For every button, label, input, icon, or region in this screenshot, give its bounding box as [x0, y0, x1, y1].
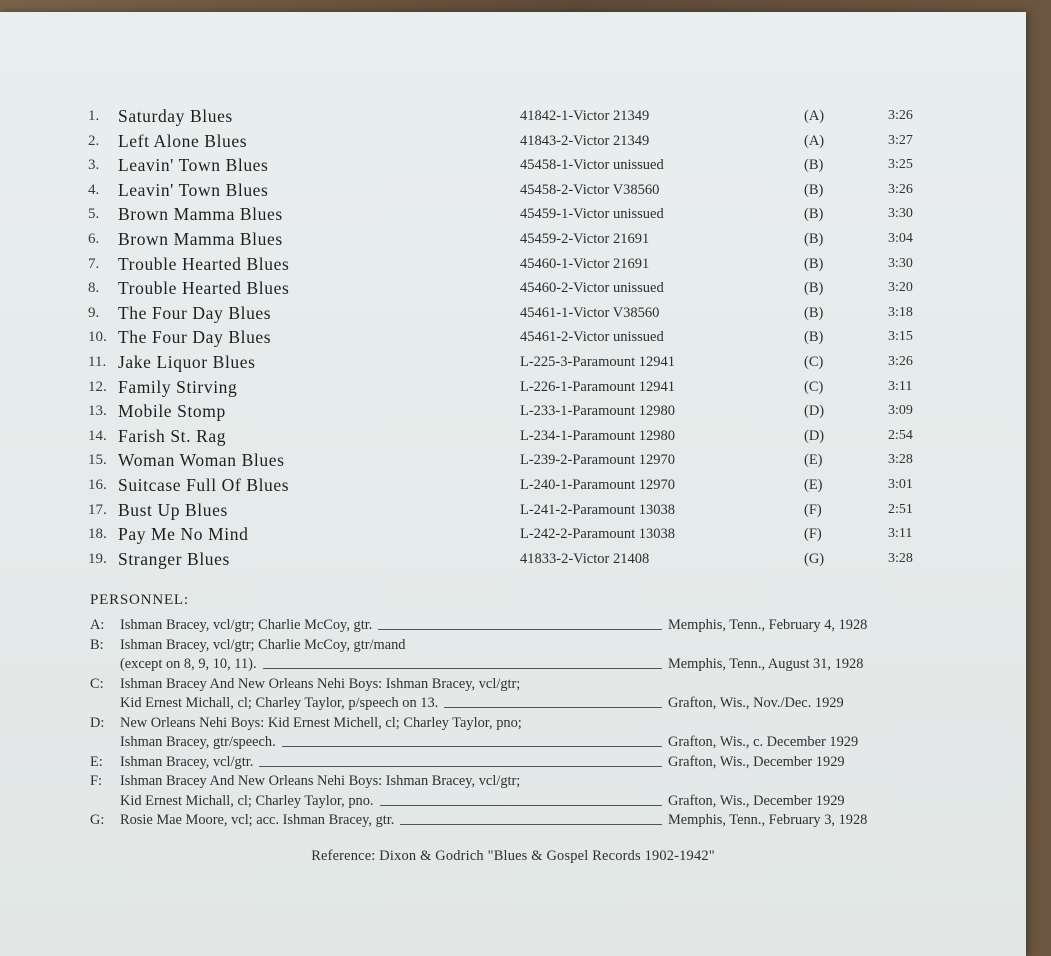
track-title: Brown Mamma Blues	[118, 204, 283, 225]
leader-rule	[378, 629, 662, 630]
track-duration: 3:28	[888, 452, 913, 468]
personnel-text: New Orleans Nehi Boys: Kid Ernest Michell, cl; Charley Taylor, pno;	[120, 714, 522, 731]
track-row	[88, 522, 928, 547]
track-duration: 3:15	[888, 329, 913, 345]
track-duration: 3:27	[888, 132, 913, 148]
track-matrix: 45459-1-Victor unissued	[520, 206, 664, 223]
session-letter: A:	[90, 617, 105, 633]
personnel-entry	[90, 772, 930, 811]
track-session: (E)	[804, 476, 823, 493]
track-session: (B)	[804, 255, 824, 272]
track-title: Farish St. Rag	[118, 425, 227, 446]
track-matrix: 45461-2-Victor unissued	[520, 329, 664, 346]
track-matrix: 45459-2-Victor 21691	[520, 230, 650, 247]
track-matrix: L-240-1-Paramount 12970	[520, 476, 676, 493]
session-letter: C:	[90, 675, 104, 692]
track-number: 3.	[88, 157, 100, 174]
personnel-line	[90, 655, 930, 675]
personnel-entry	[90, 675, 930, 714]
track-session: (B)	[804, 304, 824, 321]
track-matrix: 45458-2-Victor V38560	[520, 181, 660, 198]
session-location-date: Grafton, Wis., December 1929	[668, 753, 845, 770]
session-location-date: Grafton, Wis., c. December 1929	[668, 734, 859, 750]
track-duration: 3:20	[888, 280, 913, 296]
track-number: 13.	[88, 403, 107, 420]
personnel-line	[90, 753, 930, 773]
track-row	[88, 375, 928, 400]
track-title: Brown Mamma Blues	[118, 228, 283, 249]
track-session: (C)	[804, 378, 824, 395]
track-row	[88, 547, 928, 572]
track-title: Leavin' Town Blues	[118, 155, 269, 176]
track-title: Bust Up Blues	[118, 499, 228, 520]
track-duration: 3:30	[888, 206, 913, 222]
leader-rule	[444, 707, 662, 708]
personnel-line	[90, 811, 930, 831]
track-row	[88, 350, 928, 375]
track-row	[88, 178, 928, 203]
personnel-text: Ishman Bracey And New Orleans Nehi Boys: Ishman Bracey, vcl/gtr;	[120, 675, 521, 692]
personnel-text: Rosie Mae Moore, vcl; acc. Ishman Bracey, gtr.	[120, 812, 395, 828]
personnel-text: Ishman Bracey, gtr/speech.	[120, 734, 276, 750]
track-matrix: L-233-1-Paramount 12980	[520, 403, 676, 420]
track-row	[88, 227, 928, 252]
track-title: Suitcase Full Of Blues	[118, 474, 290, 495]
track-session: (G)	[804, 550, 825, 567]
track-duration: 3:26	[888, 353, 913, 369]
track-matrix: L-242-2-Paramount 13038	[520, 526, 676, 543]
track-title: Left Alone Blues	[118, 130, 248, 151]
track-session: (F)	[804, 526, 822, 543]
track-matrix: 45460-2-Victor unissued	[520, 280, 664, 297]
track-title: Leavin' Town Blues	[118, 179, 269, 200]
track-number: 7.	[88, 255, 100, 272]
session-location-date: Grafton, Wis., December 1929	[668, 792, 845, 809]
personnel-text: Kid Ernest Michall, cl; Charley Taylor, pno.	[120, 792, 374, 809]
track-session: (B)	[804, 206, 824, 223]
track-row	[88, 104, 928, 129]
track-matrix: L-234-1-Paramount 12980	[520, 427, 676, 444]
track-session: (B)	[804, 280, 824, 297]
session-letter: G:	[90, 812, 105, 828]
track-number: 17.	[88, 501, 107, 518]
personnel-text: (except on 8, 9, 10, 11).	[120, 656, 257, 672]
track-number: 5.	[88, 206, 100, 223]
leader-rule	[263, 668, 662, 669]
personnel-text: Ishman Bracey, vcl/gtr; Charlie McCoy, gtr.	[120, 617, 373, 633]
track-session: (B)	[804, 230, 824, 247]
personnel-text: Kid Ernest Michall, cl; Charley Taylor, p/speech on 13.	[120, 695, 439, 711]
track-title: Jake Liquor Blues	[118, 351, 256, 372]
leader-rule	[400, 824, 662, 825]
session-location-date: Grafton, Wis., Nov./Dec. 1929	[668, 695, 844, 711]
track-number: 9.	[88, 304, 100, 321]
personnel-entry	[90, 616, 930, 636]
track-row	[88, 276, 928, 301]
track-row	[88, 301, 928, 326]
personnel-line	[90, 636, 930, 656]
track-matrix: L-241-2-Paramount 13038	[520, 501, 676, 518]
personnel-line	[90, 733, 930, 753]
personnel-text: Ishman Bracey, vcl/gtr; Charlie McCoy, gtr/mand	[120, 636, 406, 653]
track-session: (B)	[804, 181, 824, 198]
track-number: 11.	[88, 353, 107, 370]
track-matrix: 45461-1-Victor V38560	[520, 304, 660, 321]
track-title: Trouble Hearted Blues	[118, 278, 290, 299]
track-row	[88, 498, 928, 523]
track-row	[88, 129, 928, 154]
track-session: (A)	[804, 108, 825, 124]
track-title: The Four Day Blues	[118, 327, 272, 348]
session-letter: D:	[90, 714, 105, 731]
track-duration: 3:30	[888, 255, 913, 271]
track-number: 6.	[88, 230, 100, 247]
personnel-line	[90, 675, 930, 695]
personnel-entry	[90, 753, 930, 773]
track-number: 10.	[88, 329, 107, 346]
personnel-text: Ishman Bracey, vcl/gtr.	[120, 753, 254, 770]
personnel-list	[90, 616, 930, 831]
track-number: 2.	[88, 132, 100, 149]
liner-notes-page	[0, 12, 1026, 956]
personnel-entry	[90, 811, 930, 831]
track-list	[88, 104, 928, 571]
track-number: 1.	[88, 108, 100, 124]
track-row	[88, 202, 928, 227]
personnel-line	[90, 772, 930, 792]
track-duration: 2:54	[888, 427, 913, 443]
track-matrix: 41843-2-Victor 21349	[520, 132, 650, 149]
track-matrix: 41833-2-Victor 21408	[520, 550, 650, 567]
leader-rule	[259, 766, 662, 767]
track-duration: 3:01	[888, 476, 913, 492]
track-matrix: L-226-1-Paramount 12941	[520, 378, 676, 395]
session-letter: B:	[90, 636, 104, 653]
track-duration: 3:11	[888, 378, 913, 394]
track-matrix: L-239-2-Paramount 12970	[520, 452, 676, 469]
leader-rule	[380, 805, 662, 806]
track-title: Pay Me No Mind	[118, 524, 249, 545]
track-title: Mobile Stomp	[118, 401, 226, 422]
session-letter: F:	[90, 773, 103, 789]
track-title: Saturday Blues	[118, 106, 233, 126]
track-session: (B)	[804, 329, 824, 346]
track-title: Family Stirving	[118, 376, 238, 397]
session-letter: E:	[90, 753, 103, 770]
personnel-line	[90, 616, 930, 636]
track-row	[88, 399, 928, 424]
track-number: 18.	[88, 526, 107, 543]
track-number: 12.	[88, 378, 107, 395]
track-row	[88, 325, 928, 350]
track-matrix: L-225-3-Paramount 12941	[520, 353, 676, 370]
personnel-line	[90, 694, 930, 714]
reference-note: Reference: Dixon & Godrich "Blues & Gospel Records 1902-1942"	[311, 848, 715, 864]
track-duration: 3:25	[888, 157, 913, 173]
personnel-entry	[90, 636, 930, 675]
track-number: 16.	[88, 476, 107, 493]
session-location-date: Memphis, Tenn., February 4, 1928	[668, 617, 868, 633]
session-location-date: Memphis, Tenn., February 3, 1928	[668, 812, 868, 828]
personnel-line	[90, 792, 930, 812]
personnel-heading: PERSONNEL:	[90, 592, 189, 608]
track-matrix: 41842-1-Victor 21349	[520, 108, 650, 124]
track-row	[88, 424, 928, 449]
track-session: (E)	[804, 452, 823, 469]
personnel-line	[90, 714, 930, 734]
track-duration: 3:18	[888, 304, 913, 320]
track-title: Stranger Blues	[118, 548, 230, 569]
track-session: (B)	[804, 157, 824, 174]
track-number: 15.	[88, 452, 107, 469]
track-duration: 3:26	[888, 181, 913, 197]
track-matrix: 45460-1-Victor 21691	[520, 255, 650, 272]
track-session: (D)	[804, 403, 825, 420]
track-duration: 3:09	[888, 403, 913, 419]
track-session: (A)	[804, 132, 825, 149]
track-number: 8.	[88, 280, 100, 297]
track-duration: 3:04	[888, 230, 913, 246]
track-row	[88, 448, 928, 473]
track-number: 19.	[88, 550, 107, 567]
track-session: (C)	[804, 353, 824, 370]
track-title: Woman Woman Blues	[118, 450, 285, 471]
track-number: 4.	[88, 181, 100, 198]
leader-rule	[282, 746, 662, 747]
track-session: (D)	[804, 427, 825, 444]
session-location-date: Memphis, Tenn., August 31, 1928	[668, 656, 864, 672]
personnel-text: Ishman Bracey And New Orleans Nehi Boys: Ishman Bracey, vcl/gtr;	[120, 773, 521, 789]
track-duration: 3:28	[888, 550, 913, 566]
track-duration: 3:11	[888, 526, 913, 542]
personnel-entry	[90, 714, 930, 753]
track-duration: 2:51	[888, 501, 913, 517]
track-title: The Four Day Blues	[118, 302, 272, 323]
track-number: 14.	[88, 427, 107, 444]
track-session: (F)	[804, 501, 822, 518]
track-row	[88, 252, 928, 277]
track-row	[88, 153, 928, 178]
track-title: Trouble Hearted Blues	[118, 253, 290, 274]
track-row	[88, 473, 928, 498]
track-duration: 3:26	[888, 108, 913, 123]
track-matrix: 45458-1-Victor unissued	[520, 157, 664, 174]
